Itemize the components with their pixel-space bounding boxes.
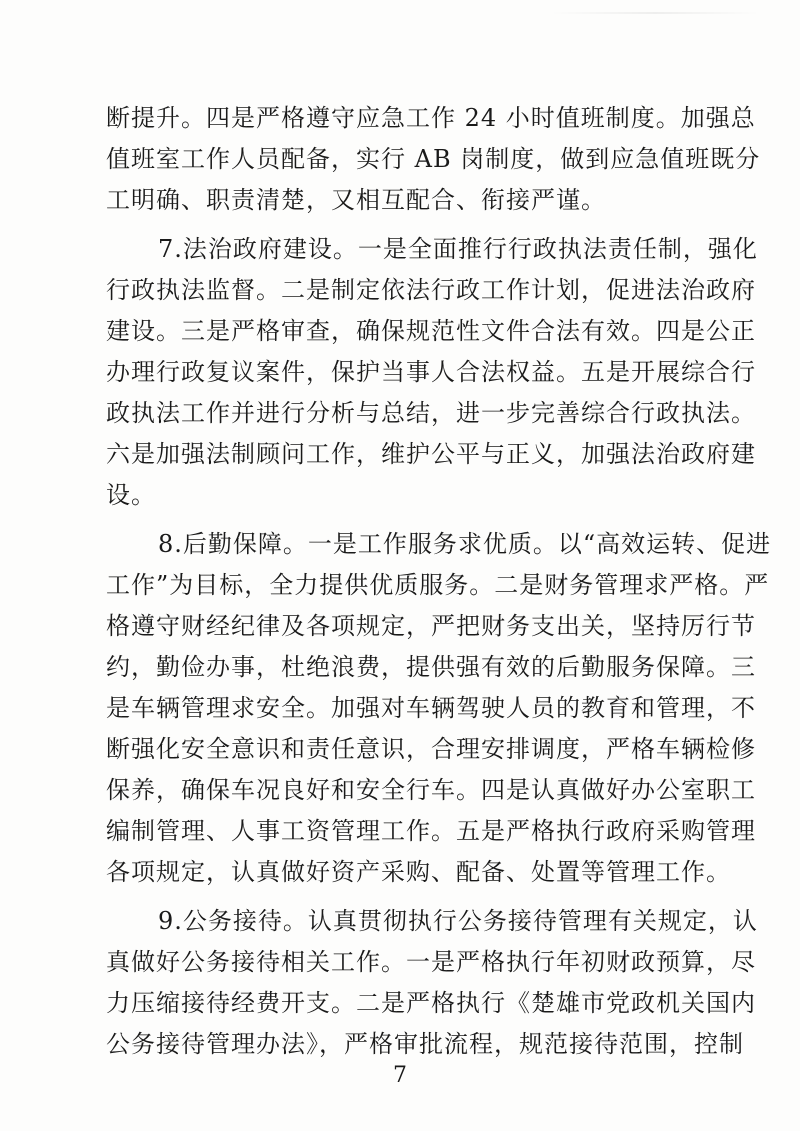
- text-line: 约，勤俭办事，杜绝浪费，提供强有效的后勤服务保障。三: [106, 653, 756, 681]
- paragraph-continuation: [106, 98, 761, 221]
- text-line: 各项规定，认真做好资产采购、配备、处置等管理工作。: [106, 858, 731, 886]
- text-line: 工作”为目标，全力提供优质服务。二是财务管理求严格。严: [106, 571, 770, 599]
- text-line: 真做好公务接待相关工作。一是严格执行年初财政预算，尽: [106, 948, 756, 976]
- text-line: 办理行政复议案件，保护当事人合法权益。五是开展综合行: [106, 358, 756, 386]
- text-line: 设。: [106, 481, 156, 509]
- text-line: 政执法工作并进行分析与总结，进一步完善综合行政执法。: [106, 399, 756, 427]
- text-line: 建设。三是严格审查，确保规范性文件合法有效。四是公正: [106, 317, 756, 345]
- page-number: 7: [393, 1063, 407, 1088]
- scan-artifact: [550, 12, 760, 14]
- text-line: 7.法治政府建设。一是全面推行行政执法责任制，强化: [158, 235, 758, 263]
- text-line: 行政执法监督。二是制定依法行政工作计划，促进法治政府: [106, 276, 756, 304]
- paragraph-official-reception: [106, 901, 758, 1065]
- text-line: 8.后勤保障。一是工作服务求优质。以“高效运转、促进: [158, 530, 772, 558]
- text-line: 六是加强法制顾问工作，维护公平与正义，加强法治政府建: [106, 440, 756, 468]
- text-line: 断提升。四是严格遵守应急工作 24 小时值班制度。加强总: [106, 104, 756, 132]
- text-line: 格遵守财经纪律及各项规定，严把财务支出关，坚持厉行节: [106, 612, 756, 640]
- paragraph-logistics-support: [106, 524, 772, 893]
- text-line: 力压缩接待经费开支。二是严格执行《楚雄市党政机关国内: [106, 989, 756, 1017]
- text-line: 保养，确保车况良好和安全行车。四是认真做好办公室职工: [106, 776, 756, 804]
- text-line: 公务接待管理办法》，严格审批流程，规范接待范围，控制: [106, 1030, 744, 1058]
- text-line: 工明确、职责清楚，又相互配合、衔接严谨。: [106, 186, 606, 214]
- text-line: 是车辆管理求安全。加强对车辆驾驶人员的教育和管理，不: [106, 694, 756, 722]
- body-text: [106, 98, 772, 1065]
- text-line: 9.公务接待。认真贯彻执行公务接待管理有关规定，认: [158, 907, 758, 935]
- text-line: 值班室工作人员配备，实行 AB 岗制度，做到应急值班既分: [106, 145, 761, 173]
- text-line: 编制管理、人事工资管理工作。五是严格执行政府采购管理: [106, 817, 756, 845]
- text-line: 断强化安全意识和责任意识，合理安排调度，严格车辆检修: [106, 735, 756, 763]
- paragraph-rule-of-law-government: [106, 229, 758, 516]
